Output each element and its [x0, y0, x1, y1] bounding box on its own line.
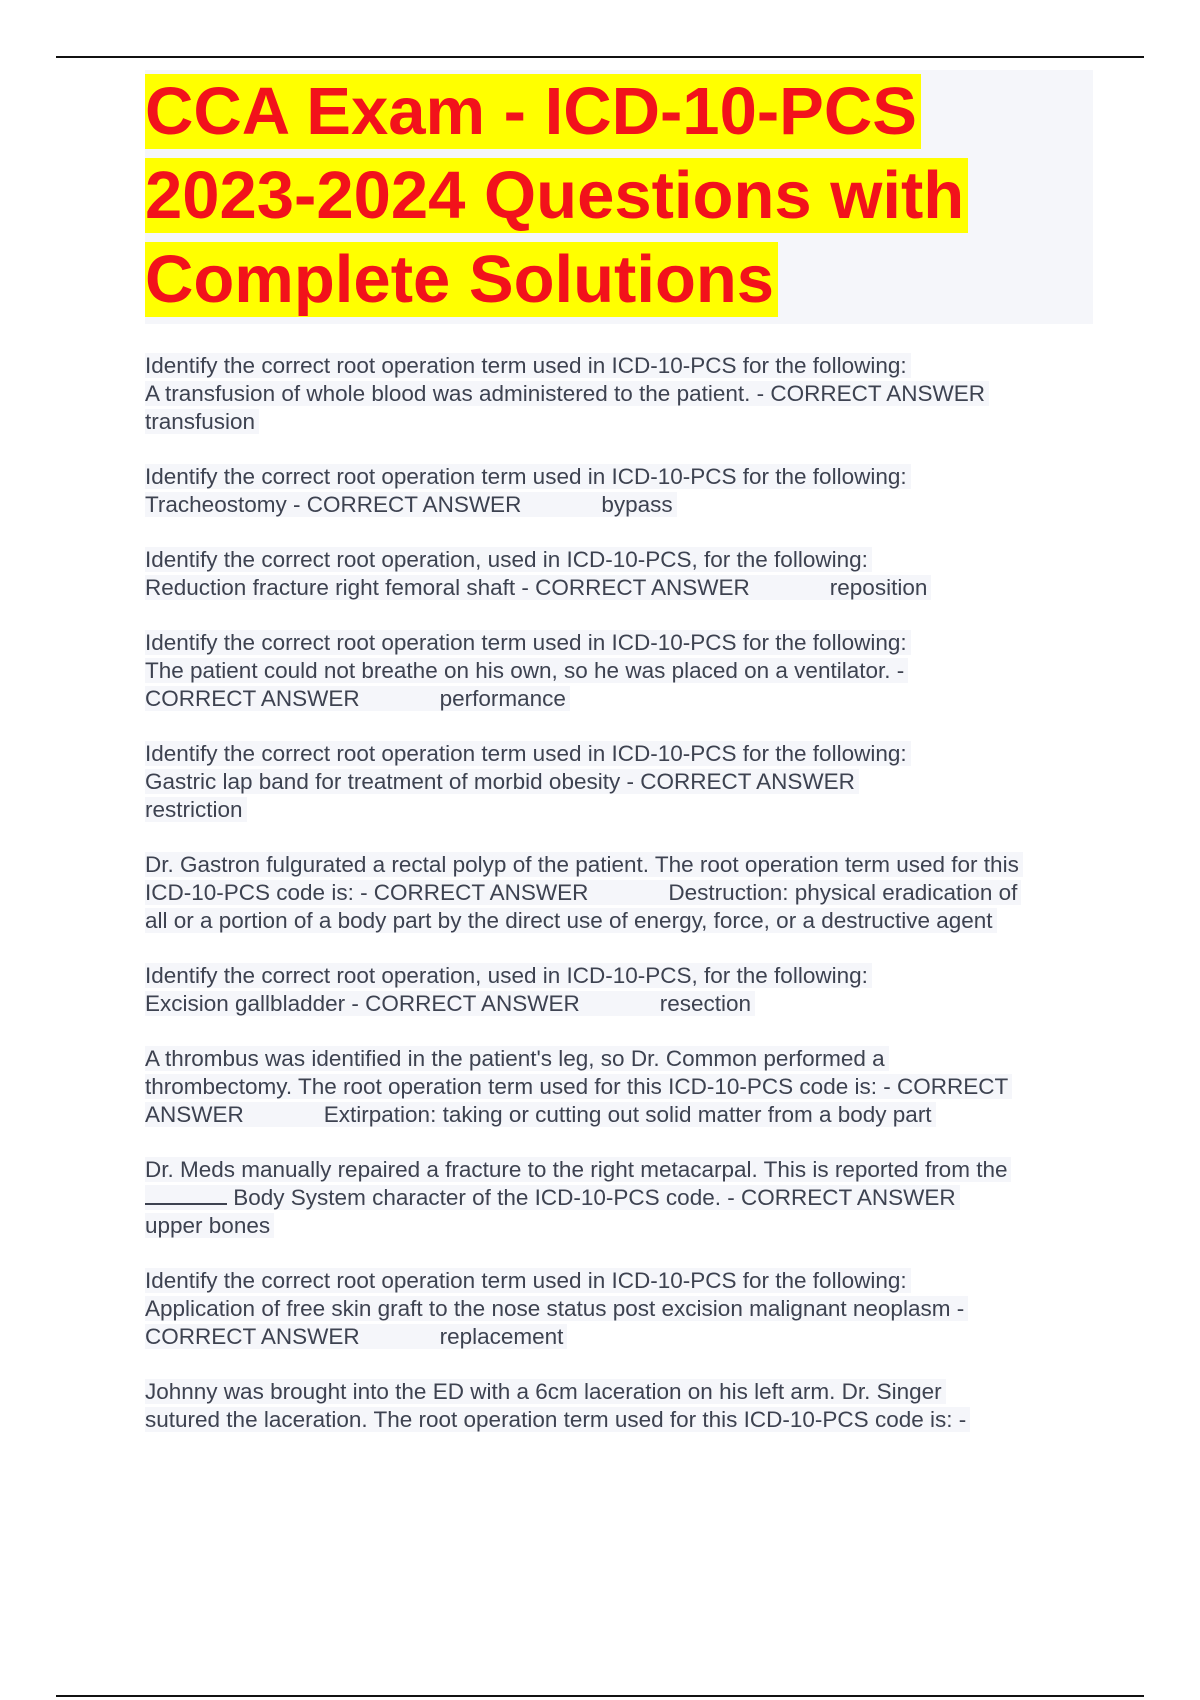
question-text: Identify the correct root operation term used in ICD-10-PCS for the following:: [145, 630, 911, 655]
question-list: [145, 352, 1093, 1434]
answer-text: resection: [659, 991, 752, 1016]
question-item: [145, 1045, 1093, 1129]
fill-in-blank: [145, 1185, 227, 1205]
question-text: sutured the laceration. The root operation term used for this ICD-10-PCS code is: -: [145, 1407, 970, 1432]
question-text: Body System character of the ICD-10-PCS code. - CORRECT ANSWER: [233, 1185, 956, 1210]
question-text: Identify the correct root operation term used in ICD-10-PCS for the following:: [145, 353, 911, 378]
bottom-rule: [56, 1695, 1144, 1697]
question-text: CORRECT ANSWER: [145, 1324, 360, 1349]
question-text: Identify the correct root operation, used in ICD-10-PCS, for the following:: [145, 963, 872, 988]
top-rule: [56, 56, 1144, 58]
title-block: [145, 70, 1093, 324]
question-text: Identify the correct root operation term used in ICD-10-PCS for the following:: [145, 464, 911, 489]
question-item: [145, 352, 1093, 436]
document-title: [145, 70, 1093, 322]
answer-text: Destruction: physical eradication of: [668, 880, 1018, 905]
answer-text: reposition: [829, 575, 928, 600]
question-item: [145, 1267, 1093, 1351]
question-text: Dr. Meds manually repaired a fracture to the right metacarpal. This is reported from the: [145, 1157, 1011, 1182]
question-text: A transfusion of whole blood was administered to the patient. - CORRECT ANSWER: [145, 381, 989, 406]
answer-text: replacement: [439, 1324, 564, 1349]
answer-text: upper bones: [145, 1213, 274, 1238]
question-text: Tracheostomy - CORRECT ANSWER: [145, 492, 522, 517]
question-item: [145, 851, 1093, 935]
answer-text: performance: [439, 686, 566, 711]
question-text: Identify the correct root operation, used in ICD-10-PCS, for the following:: [145, 547, 872, 572]
question-text: Reduction fracture right femoral shaft - CORRECT ANSWER: [145, 575, 750, 600]
question-text: Johnny was brought into the ED with a 6cm laceration on his left arm. Dr. Singer: [145, 1379, 946, 1404]
question-text: Application of free skin graft to the nose status post excision malignant neoplasm -: [145, 1296, 968, 1321]
question-text: A thrombus was identified in the patient's leg, so Dr. Common performed a: [145, 1046, 889, 1071]
question-text: Dr. Gastron fulgurated a rectal polyp of the patient. The root operation term used for this: [145, 852, 1023, 877]
title-line: Complete Solutions: [145, 242, 778, 317]
question-item: [145, 1378, 1093, 1434]
question-text: Identify the correct root operation term used in ICD-10-PCS for the following:: [145, 1268, 911, 1293]
question-text: Identify the correct root operation term used in ICD-10-PCS for the following:: [145, 741, 911, 766]
question-item: [145, 1156, 1093, 1240]
question-item: [145, 463, 1093, 519]
question-text: thrombectomy. The root operation term used for this ICD-10-PCS code is: - CORRECT: [145, 1074, 1012, 1099]
question-text: CORRECT ANSWER: [145, 686, 360, 711]
answer-text: Extirpation: taking or cutting out solid matter from a body part: [323, 1102, 932, 1127]
question-item: [145, 546, 1093, 602]
answer-text: restriction: [145, 797, 247, 822]
title-line: 2023-2024 Questions with: [145, 158, 968, 233]
question-text: ICD-10-PCS code is: - CORRECT ANSWER: [145, 880, 589, 905]
question-item: [145, 740, 1093, 824]
title-line: CCA Exam - ICD-10-PCS: [145, 74, 921, 149]
question-text: Excision gallbladder - CORRECT ANSWER: [145, 991, 580, 1016]
question-text: Gastric lap band for treatment of morbid obesity - CORRECT ANSWER: [145, 769, 859, 794]
question-item: [145, 962, 1093, 1018]
document-body: [145, 70, 1093, 1461]
answer-text: transfusion: [145, 409, 259, 434]
question-item: [145, 629, 1093, 713]
question-text: ANSWER: [145, 1102, 244, 1127]
answer-text: bypass: [601, 492, 673, 517]
question-text: The patient could not breathe on his own, so he was placed on a ventilator. -: [145, 658, 908, 683]
answer-text: all or a portion of a body part by the direct use of energy, force, or a destructive agent: [145, 908, 997, 933]
